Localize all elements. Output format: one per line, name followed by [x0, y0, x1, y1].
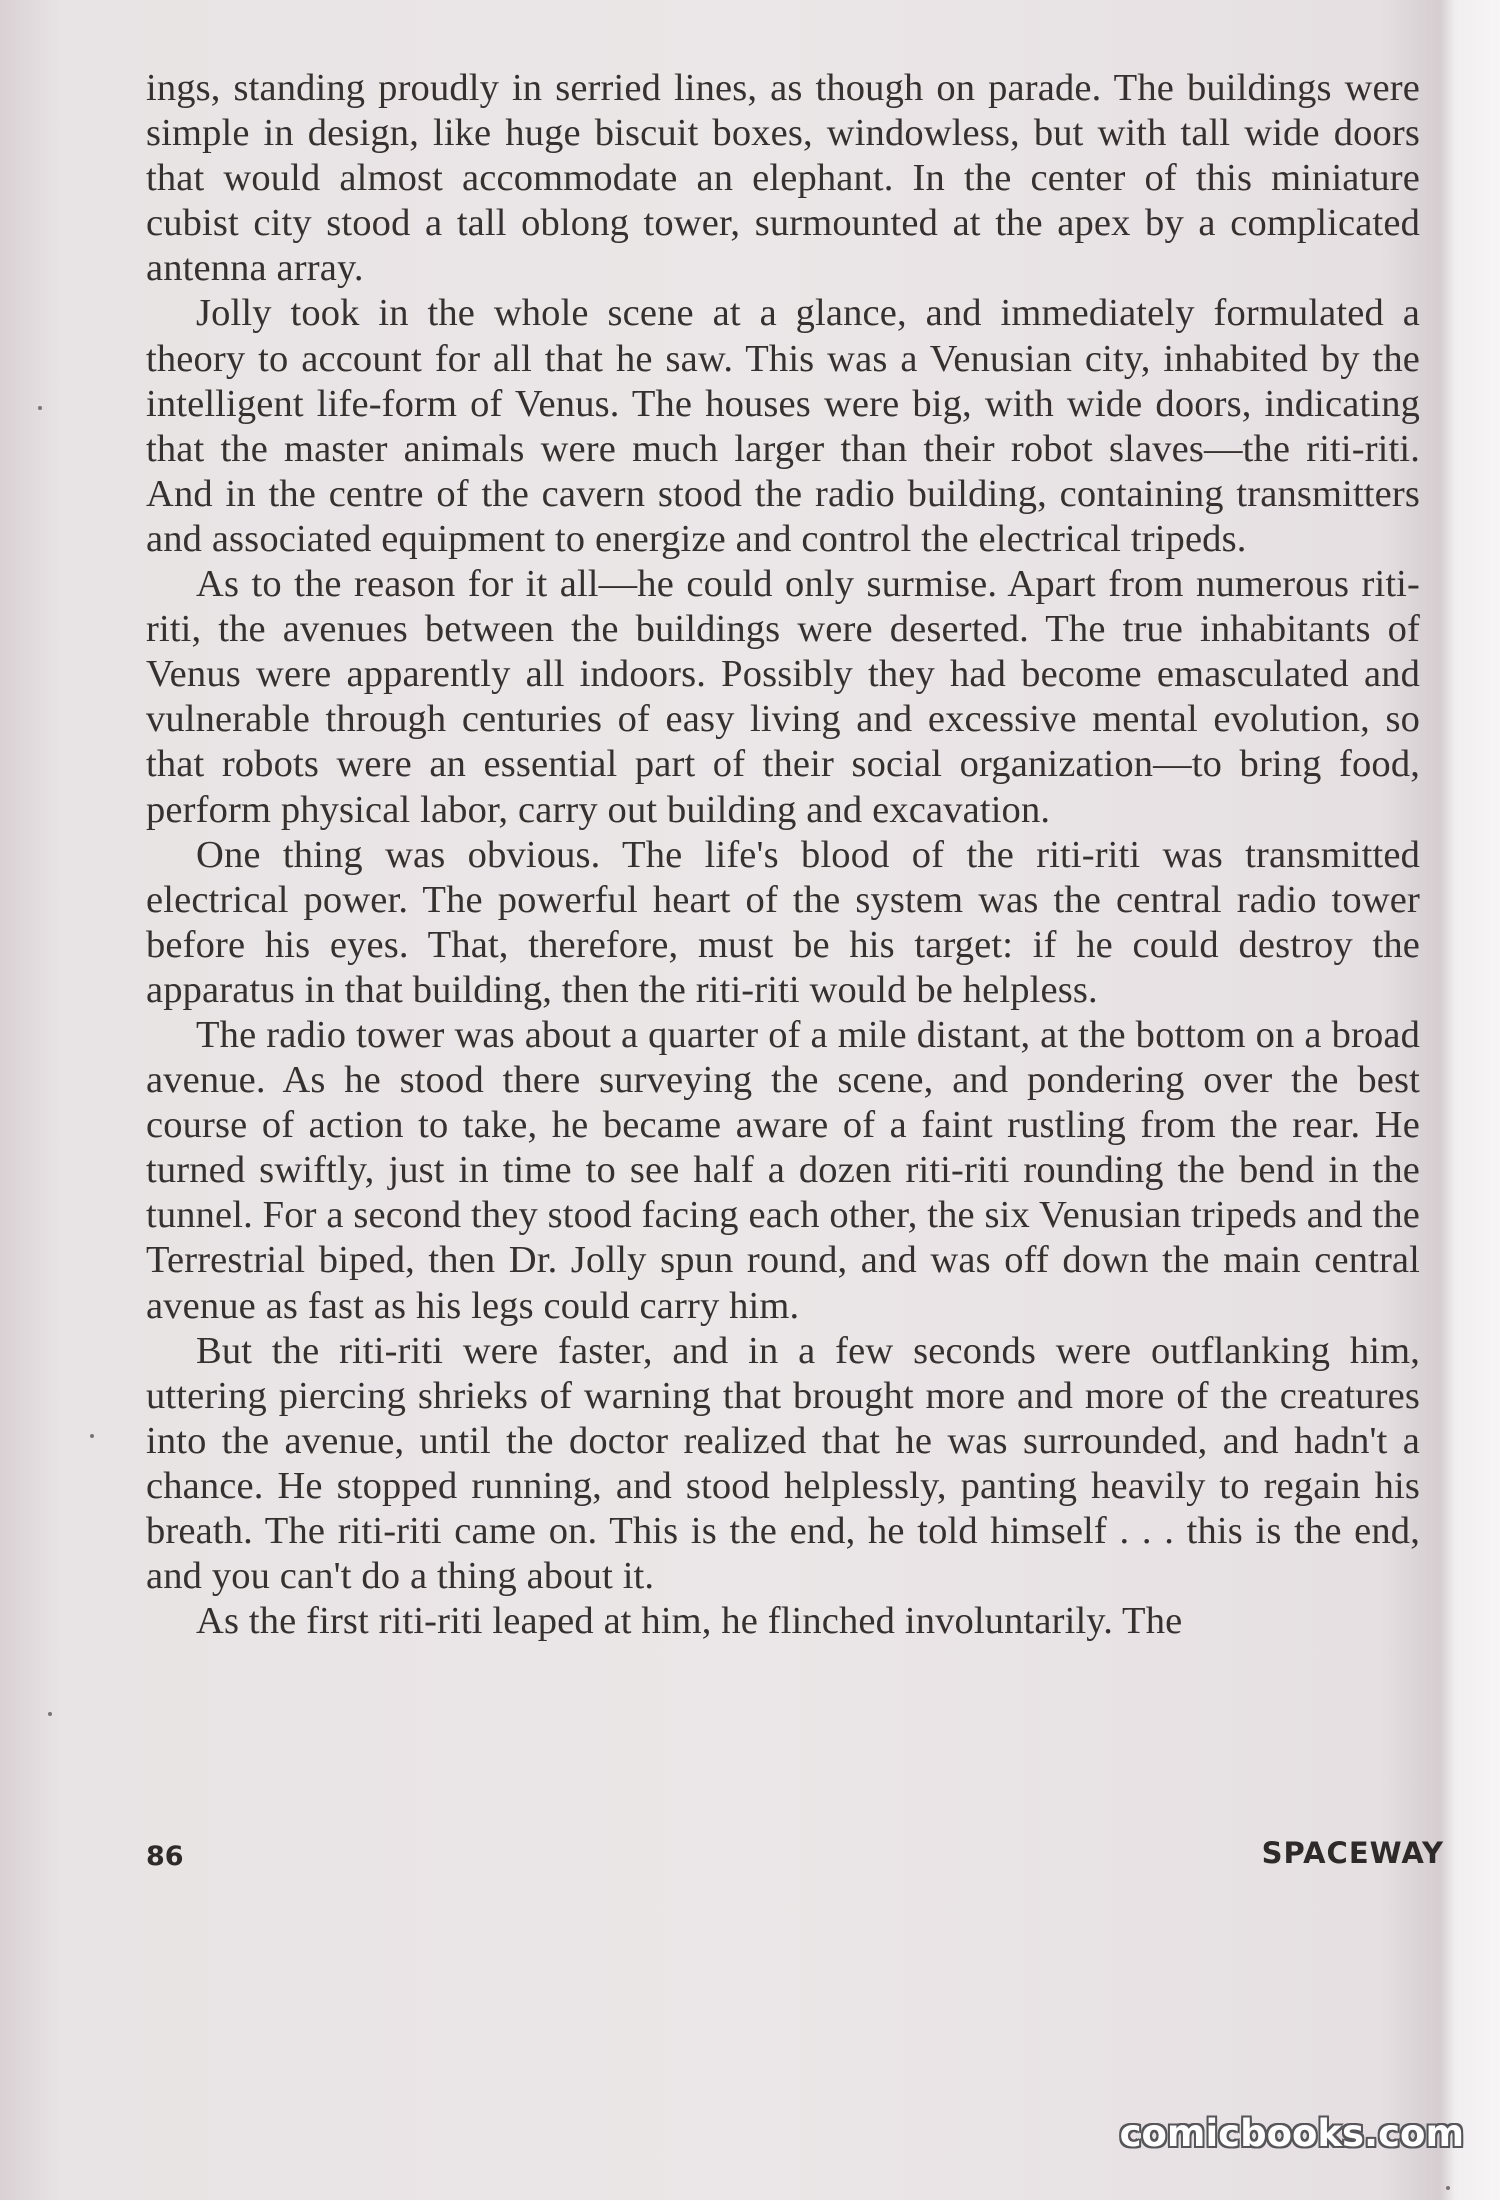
site-watermark: comicbooks.com — [1119, 2112, 1464, 2155]
running-title: SPACEWAY — [1261, 1836, 1444, 1870]
paragraph-4: One thing was obvious. The life's blood of the riti-riti was transmitted electrical power. The powerful heart of the system was the central radio tower before his eyes. That, therefore, must be his target: if he could destroy the apparatus in that building, then the riti-riti would be helpless. — [146, 833, 1420, 1011]
paragraph-1: ings, standing proudly in serried lines, as though on parade. The buildings were simple in design, like huge biscuit boxes, windowless, but with tall wide doors that would almost accommodate an elephant. In the center of this miniature cubist city stood a tall oblong tower, surmounted at the apex by a complicated antenna array. — [146, 67, 1420, 290]
page-number: 86 — [146, 1841, 184, 1872]
paper-fleck — [90, 1434, 94, 1438]
paragraph-5: The radio tower was about a quarter of a mile distant, at the bottom on a broad avenue. As he stood there surveying the scene, and pondering over the best course of action to take, he became aware of a faint rustling from the rear. He turned swiftly, just in time to see half a dozen riti-riti rounding the bend in the tunnel. For a second they stood facing each other, the six Venusian tripeds and the Terrestrial biped, then Dr. Jolly spun round, and was off down the main central avenue as fast as his legs could carry him. — [146, 1013, 1420, 1327]
paragraph-7: As the first riti-riti leaped at him, he flinched involuntarily. The — [196, 1600, 1183, 1643]
paper-fleck — [1446, 2186, 1450, 2190]
paragraph-6: But the riti-riti were faster, and in a few seconds were outflanking him, uttering piercing shrieks of warning that brought more and more of the creatures into the avenue, until the doctor realized that he was surrounded, and hadn't a chance. He stopped running, and stood helplessly, panting heavily to regain his breath. The riti-riti came on. This is the end, he told himself . . . this is the end, and you can't do a thing about it. — [146, 1329, 1420, 1598]
paragraph-2: Jolly took in the whole scene at a glance, and immediately formulated a theory to account for all that he saw. This was a Venusian city, inhabited by the intelligent life-form of Venus. The houses were big, with wide doors, indicating that the master animals were much larger than their robot slaves—the riti-riti. And in the centre of the cavern stood the radio building, containing transmitters and associated equipment to energize and control the electrical tripeds. — [146, 292, 1420, 560]
paper-fleck — [48, 1712, 52, 1716]
paper-fleck — [38, 406, 42, 410]
article-body — [146, 66, 1420, 1644]
paragraph-3: As to the reason for it all—he could only surmise. Apart from numerous riti-riti, the avenues between the buildings were deserted. The true inhabitants of Venus were apparently all indoors. Possibly they had become emasculated and vulnerable through centuries of easy living and excessive mental evolution, so that robots were an essential part of their social organization—to bring food, perform physical labor, carry out building and excavation. — [146, 563, 1420, 831]
